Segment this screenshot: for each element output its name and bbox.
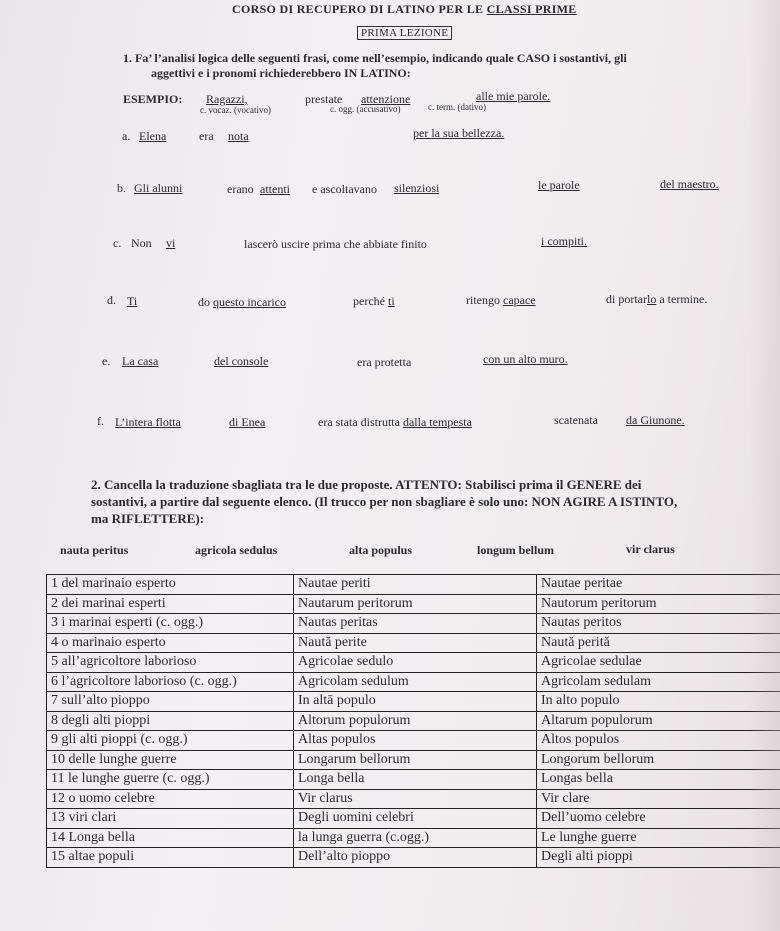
translation-table-body: [47, 575, 780, 868]
italian-phrase: 8 degli alti pioppi: [47, 711, 294, 731]
latin-option-b: Altos populos: [537, 731, 780, 751]
table-row: [47, 731, 780, 751]
sentence-d-underlined: ti: [387, 294, 395, 308]
sentence-f-part: [318, 415, 472, 430]
sentence-c-letter: c.: [113, 236, 122, 250]
italian-phrase: 6 l’agricoltore laborioso (c. ogg.): [47, 672, 294, 692]
italian-phrase: 9 gli alti pioppi (c. ogg.): [47, 731, 294, 751]
latin-option-a: Agricolam sedulum: [294, 672, 537, 692]
sentence-e-letter: e.: [102, 354, 111, 368]
sentence-d-part: Ti: [127, 294, 138, 308]
exercise2-instruction-line2: sostantivi, a partire dal seguente elenco. (Il trucco per non sbagliare è solo uno: NON AGIRE A ISTINTO,: [91, 494, 678, 509]
table-row: [47, 653, 780, 673]
lesson-label: PRIMA LEZIONE: [357, 26, 452, 40]
latin-option-a: Nautae periti: [294, 575, 537, 595]
latin-option-b: In alto populo: [537, 692, 780, 712]
italian-phrase: 4 o marinaio esperto: [47, 633, 294, 653]
sentence-d-underlined: questo incarico: [213, 295, 286, 309]
word-list-item: vir clarus: [626, 542, 675, 556]
table-row: [47, 848, 780, 868]
sentence-b-part: erano: [227, 182, 254, 196]
sentence-c-part: Non: [131, 236, 152, 250]
latin-option-a: Nautarum peritorum: [294, 594, 537, 614]
italian-phrase: 11 le lunghe guerre (c. ogg.): [47, 770, 294, 790]
exercise1-instruction-line2: aggettivi e i pronomi richiederebbero IN LATINO:: [151, 66, 411, 80]
sentence-e-part: con un alto muro.: [483, 352, 568, 366]
table-row: [47, 633, 780, 653]
page-edge-shadow: [748, 0, 780, 931]
sentence-d-text: di portar: [606, 292, 647, 306]
table-row: [47, 672, 780, 692]
sentence-f-part: da Giunone.: [626, 413, 685, 427]
sentence-b-part: attenti: [260, 182, 290, 196]
table-row: [47, 594, 780, 614]
sentence-c-part: vi: [166, 236, 176, 250]
latin-option-a: Vir clarus: [294, 789, 537, 809]
title-text: CORSO DI RECUPERO DI LATINO PER LE: [232, 2, 487, 16]
italian-phrase: 2 dei marinai esperti: [47, 594, 294, 614]
italian-phrase: 14 Longa bella: [47, 828, 294, 848]
latin-option-b: Degli alti pioppi: [537, 848, 780, 868]
sentence-b-part: le parole: [538, 178, 580, 192]
latin-option-b: Longas bella: [537, 770, 780, 790]
table-row: [47, 809, 780, 829]
latin-option-b: Nautas peritos: [537, 614, 780, 634]
table-row: [47, 711, 780, 731]
sentence-d-text: ritengo: [466, 293, 503, 307]
latin-option-a: Degli uomini celebri: [294, 809, 537, 829]
latin-option-a: Nautas peritas: [294, 614, 537, 634]
sentence-c-part: i compiti.: [541, 234, 587, 248]
sentence-d-text: do: [198, 295, 213, 309]
latin-option-a: Longa bella: [294, 770, 537, 790]
example-case-1: c. vocaz. (vocativo): [200, 105, 271, 115]
latin-option-a: In altā populo: [294, 692, 537, 712]
example-label: ESEMPIO:: [123, 92, 183, 106]
sentence-d-part: [606, 292, 707, 307]
sentence-b-letter: b.: [117, 181, 126, 195]
latin-option-b: Longorum bellorum: [537, 750, 780, 770]
latin-option-b: Agricolae sedulae: [537, 653, 780, 673]
page-title: [232, 2, 577, 17]
latin-option-a: Longarum bellorum: [294, 750, 537, 770]
example-word-1: Ragazzi,: [206, 92, 248, 106]
latin-option-a: Dell’alto pioppo: [294, 848, 537, 868]
sentence-d-part: [353, 294, 395, 309]
latin-option-b: Nautorum peritorum: [537, 594, 780, 614]
latin-option-b: Naută perită: [537, 633, 780, 653]
word-list-item: longum bellum: [477, 543, 555, 557]
latin-option-b: Vir clare: [537, 789, 780, 809]
table-row: [47, 575, 780, 595]
latin-option-a: Naută perite: [294, 633, 537, 653]
sentence-f-part: scatenata: [554, 413, 598, 427]
sentence-b-part: e ascoltavano: [312, 182, 377, 196]
sentence-f-text: era stata distrutta: [318, 415, 403, 429]
latin-option-b: Agricolam sedulam: [537, 672, 780, 692]
example-word-4: alle mie parole.: [476, 89, 551, 103]
table-row: [47, 614, 780, 634]
sentence-a-part: per la sua bellezza.: [413, 126, 505, 140]
italian-phrase: 3 i marinai esperti (c. ogg.): [47, 614, 294, 634]
italian-phrase: 1 del marinaio esperto: [47, 575, 294, 595]
latin-option-b: Altarum populorum: [537, 711, 780, 731]
latin-option-b: Le lunghe guerre: [537, 828, 780, 848]
sentence-e-part: del console: [214, 354, 269, 368]
latin-option-a: Altorum populorum: [294, 711, 537, 731]
sentence-f-part: L’intera flotta: [115, 415, 181, 429]
italian-phrase: 5 all’agricoltore laborioso: [47, 653, 294, 673]
latin-option-a: Altas populos: [294, 731, 537, 751]
italian-phrase: 12 o uomo celebre: [47, 789, 294, 809]
example-case-3: c. ogg. (accusativo): [330, 104, 401, 114]
sentence-a-part: era: [199, 129, 214, 143]
sentence-d-part: [466, 293, 536, 308]
example-word-3: attenzione: [361, 92, 411, 106]
sentence-b-part: silenziosi: [394, 181, 440, 195]
sentence-d-letter: d.: [107, 293, 116, 307]
table-row: [47, 828, 780, 848]
example-case-4: c. term. (dativo): [428, 102, 486, 112]
word-list-item: alta populus: [349, 543, 413, 557]
sentence-a-part: nota: [228, 129, 249, 143]
sentence-f-letter: f.: [97, 414, 104, 428]
italian-phrase: 15 altae populi: [47, 848, 294, 868]
sentence-a-part: Elena: [139, 129, 167, 143]
sentence-c-part: lascerò uscire prima che abbiate finito: [244, 237, 427, 251]
translation-table: [46, 574, 780, 868]
sentence-e-part: era protetta: [357, 355, 412, 369]
word-list-item: agricola sedulus: [195, 543, 278, 557]
table-row: [47, 692, 780, 712]
latin-option-b: Nautae peritae: [537, 575, 780, 595]
sentence-d-text: perché: [353, 294, 388, 308]
sentence-d-underlined: capace: [503, 293, 536, 307]
word-list-item: nauta peritus: [60, 543, 129, 557]
table-row: [47, 750, 780, 770]
sentence-d-text: a termine.: [656, 292, 708, 306]
sentence-d-underlined: lo: [647, 292, 657, 306]
sentence-a-letter: a.: [122, 129, 131, 143]
italian-phrase: 7 sull’alto pioppo: [47, 692, 294, 712]
sentence-b-part: del maestro.: [660, 177, 719, 191]
exercise2-instruction-line1: 2. Cancella la traduzione sbagliata tra le due proposte. ATTENTO: Stabilisci prima il GENERE dei: [91, 477, 642, 492]
italian-phrase: 13 viri clari: [47, 809, 294, 829]
title-underlined: CLASSI PRIME: [486, 2, 577, 16]
example-word-2: prestate: [305, 92, 343, 106]
latin-option-a: la lunga guerra (c.ogg.): [294, 828, 537, 848]
sentence-d-part: [198, 295, 286, 310]
latin-option-a: Agricolae sedulo: [294, 653, 537, 673]
table-row: [47, 789, 780, 809]
sentence-b-part: Gli alunni: [134, 181, 183, 195]
sentence-f-part: di Enea: [229, 415, 266, 429]
sentence-e-part: La casa: [122, 354, 159, 368]
exercise1-instruction-line1: 1. Fa’ l’analisi logica delle seguenti frasi, come nell’esempio, indicando quale CASO i sostantivi, gli: [123, 51, 627, 65]
exercise2-instruction-line3: ma RIFLETTERE):: [91, 511, 205, 526]
sentence-f-underlined: dalla tempesta: [402, 415, 472, 429]
table-row: [47, 770, 780, 790]
latin-option-b: Dell’uomo celebre: [537, 809, 780, 829]
italian-phrase: 10 delle lunghe guerre: [47, 750, 294, 770]
